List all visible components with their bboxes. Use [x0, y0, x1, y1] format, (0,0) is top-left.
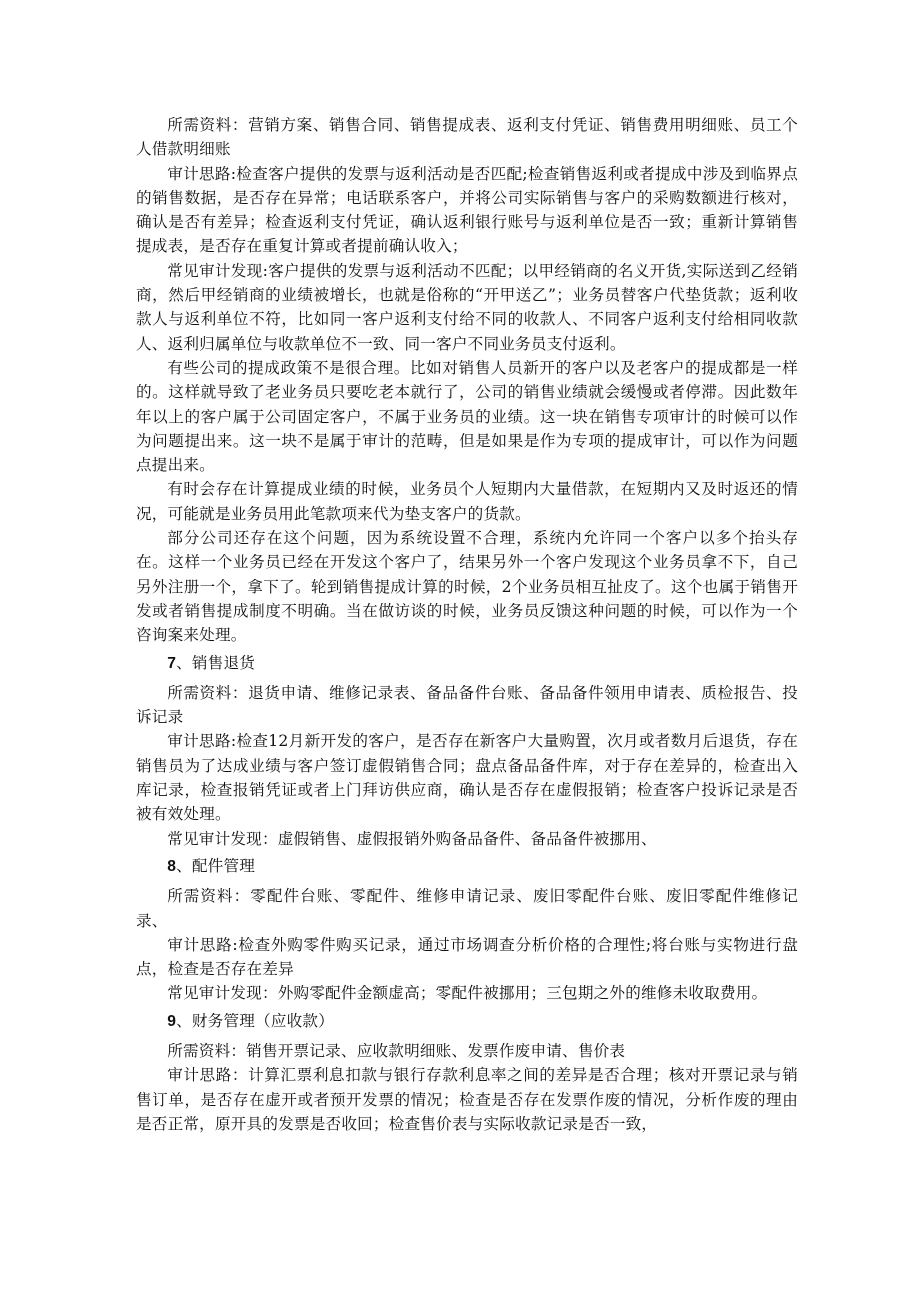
section-number: 7: [167, 654, 177, 672]
section-number: 8: [167, 857, 177, 875]
section-heading-parts-management: [136, 854, 798, 879]
materials-paragraph: 所需资料：零配件台账、零配件、维修申请记录、废旧零配件台账、废旧零配件维修记录、: [136, 887, 798, 930]
audit-approach-paragraph: 审计思路:检查外购零件购买记录，通过市场调查分析价格的合理性;将台账与实物进行盘点，检查是否存在差异: [136, 935, 798, 979]
section-title: 、配件管理: [176, 856, 256, 875]
materials-paragraph: 所需资料：退货申请、维修记录表、备品备件台账、备品备件领用申请表、质检报告、投诉记录: [136, 683, 798, 727]
audit-approach-paragraph: 审计思路：计算汇票利息扣款与银行存款利息率之间的差异是否合理；核对开票记录与销售订单，是否存在虚开或者预开发票的情况；检查是否存在发票作废的情况，分析作废的理由是否正常，原开具的发票是否收回；检查售价表与实际收款记录是否一致，: [136, 1066, 798, 1133]
audit-findings-paragraph: 常见审计发现：虚假销售、虚假报销外购备品备件、备品备件被挪用、: [167, 829, 657, 848]
section-heading-finance-receivables: [136, 1009, 798, 1034]
section-heading-sales-returns: [136, 651, 798, 676]
materials-paragraph: 所需资料：营销方案、销售合同、销售提成表、返利支付凭证、销售费用明细账、员工个人借款明细账: [136, 116, 798, 159]
section-number: 9: [167, 1012, 177, 1030]
audit-findings-paragraph: 常见审计发现:客户提供的发票与返利活动不匹配；以甲经销商的名义开货,实际送到乙经销商，然后甲经销商的业绩被增长，也就是俗称的“开甲送乙”；业务员替客户代垫货款；返利收款人与返利单位不符，比如同一客户返利支付给不同的收款人、不同客户返利支付给相同收款人、返利归属单位与收款单位不一致、同一客户不同业务员支付返利。: [136, 261, 798, 353]
commission-policy-paragraph: 有些公司的提成政策不是很合理。比如对销售人员新开的客户以及老客户的提成都是一样的。这样就导致了老业务员只要吃老本就行了，公司的销售业绩就会缓慢或者停滞。因此数年年以上的客户属于公司固定客户，不属于业务员的业绩。这一块在销售专项审计的时候可以作为问题提出来。这一块不是属于审计的范畴，但是如果是作为专项的提成审计，可以作为问题点提出来。: [136, 358, 798, 475]
section-title: 、财务管理（应收款）: [176, 1011, 335, 1030]
audit-findings-paragraph: 常见审计发现：外购零配件金额虚高；零配件被挪用；三包期之外的维修未收取费用。: [167, 984, 768, 1003]
document-page: [136, 113, 798, 1136]
materials-paragraph: 所需资料：销售开票记录、应收款明细账、发票作废申请、售价表: [167, 1041, 626, 1060]
short-term-loan-paragraph: 有时会存在计算提成业绩的时候，业务员个人短期内大量借款，在短期内又及时返还的情况，可能就是业务员用此笔款项来代为垫支客户的货款。: [136, 480, 798, 523]
audit-approach-paragraph: 审计思路:检查客户提供的发票与返利活动是否匹配;检查销售返利或者提成中涉及到临界点的销售数据，是否存在异常；电话联系客户，并将公司实际销售与客户的采购数额进行核对，确认是否有差异；检查返利支付凭证，确认返利银行账号与返利单位是否一致；重新计算销售提成表，是否存在重复计算或者提前确认收入；: [136, 164, 798, 256]
section-title: 、销售退货: [176, 653, 256, 672]
duplicate-customer-paragraph: 部分公司还存在这个问题，因为系统设置不合理，系统内允许同一个客户以多个抬头存在。这样一个业务员已经在开发这个客户了，结果另外一个客户发现这个业务员拿不下，自己另外注册一个，拿下了。轮到销售提成计算的时候，2个业务员相互扯皮了。这个也属于销售开发或者销售提成制度不明确。当在做访谈的时候，业务员反馈这种问题的时候，可以作为一个咨询案来处理。: [136, 529, 798, 645]
audit-approach-paragraph: 审计思路:检查12月新开发的客户，是否存在新客户大量购置，次月或者数月后退货，存在销售员为了达成业绩与客户签订虚假销售合同；盘点备品备件库，对于存在差异的，检查出入库记录，检查报销凭证或者上门拜访供应商，确认是否存在虚假报销；检查客户投诉记录是否被有效处理。: [136, 732, 798, 824]
